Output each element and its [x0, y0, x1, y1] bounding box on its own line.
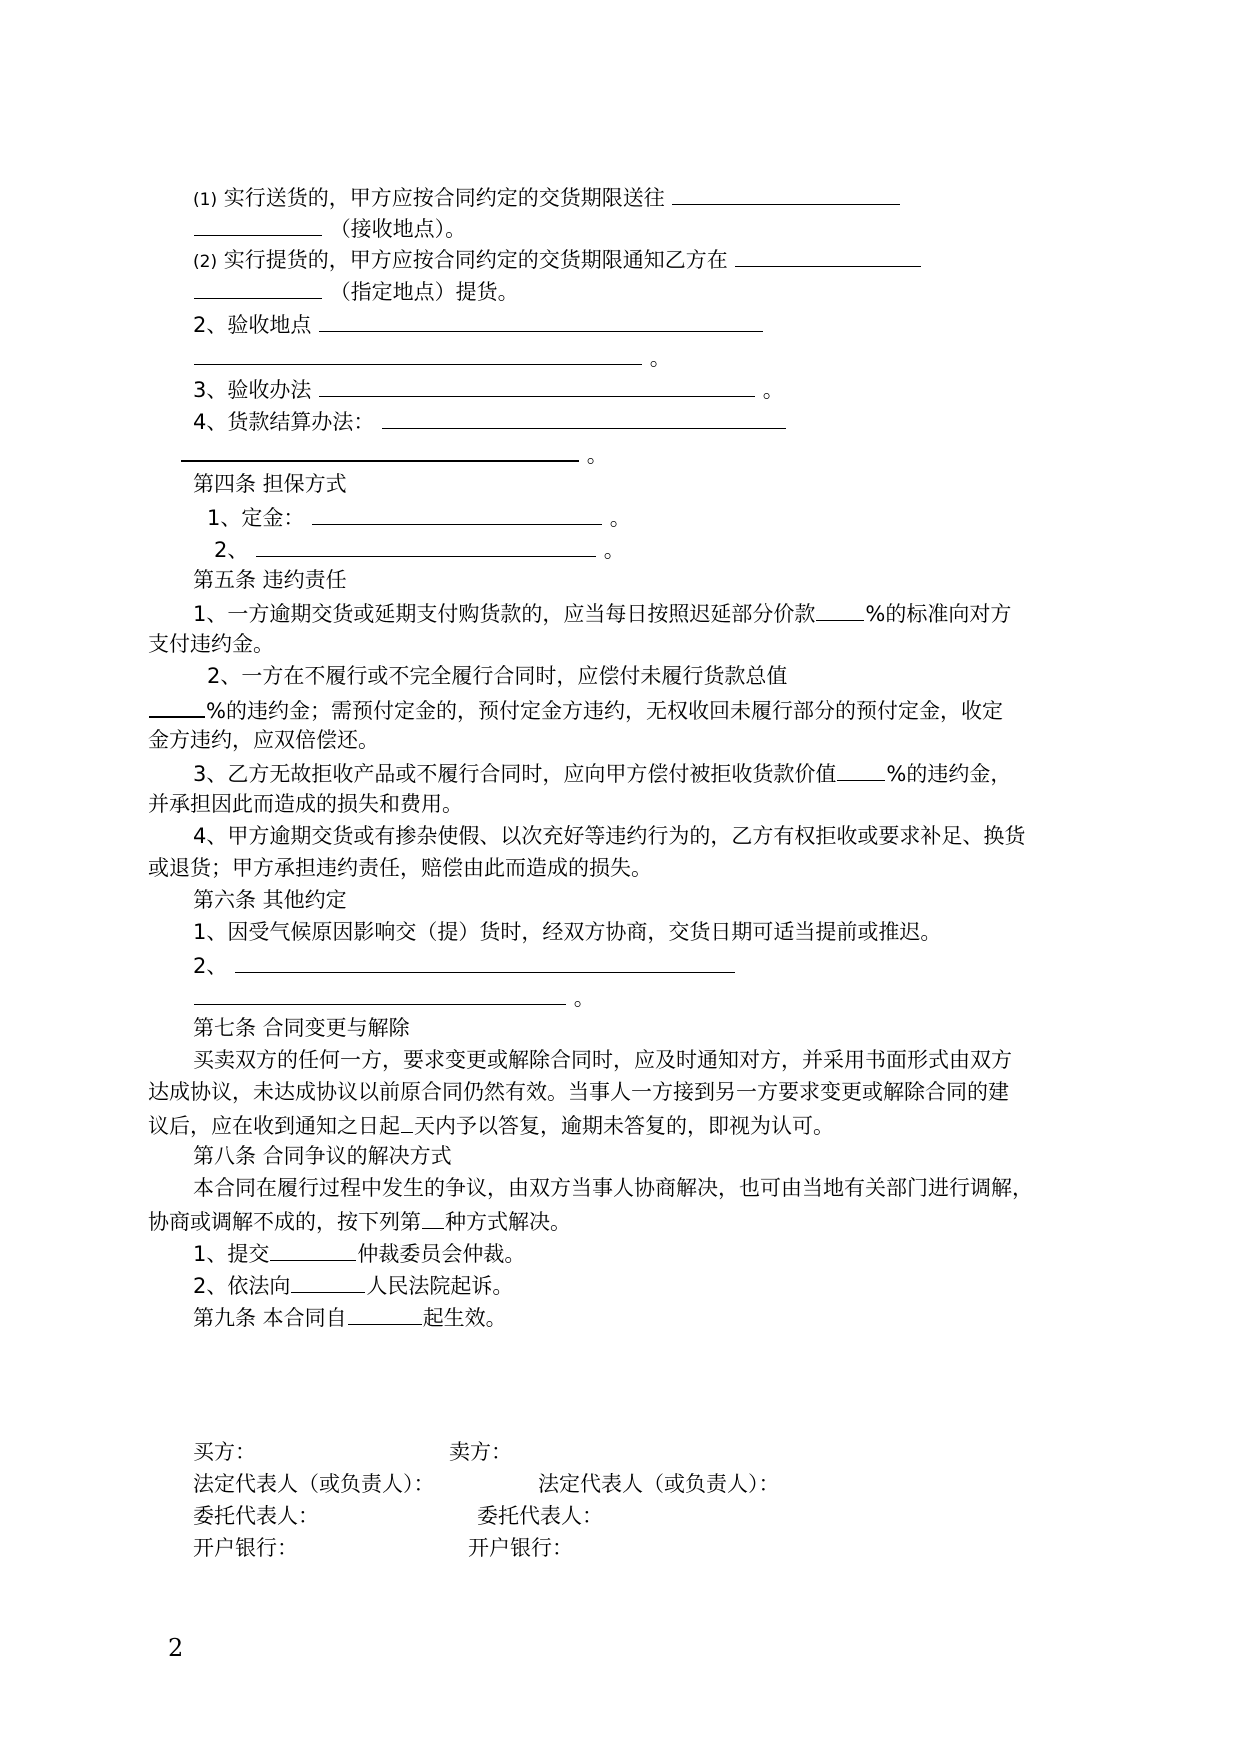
- court-item: [193, 1268, 513, 1302]
- blank-field[interactable]: [194, 274, 322, 299]
- breach-para-2-cont2: 金方违约，应双倍偿还。: [148, 728, 379, 752]
- breach-para-3-cont: 并承担因此而造成的损失和费用。: [148, 792, 463, 816]
- dispute-text: 种方式解决。: [445, 1210, 571, 1234]
- dispute-text: 人民法院起诉。: [366, 1274, 514, 1298]
- blank-field[interactable]: [348, 1300, 422, 1325]
- delivery-line-2: [193, 211, 466, 245]
- dispute-text: 仲裁委员会仲裁。: [357, 1242, 526, 1266]
- article-9: [193, 1300, 507, 1334]
- change-para-3: [148, 1108, 834, 1142]
- blank-field[interactable]: [149, 692, 205, 718]
- article-8-title: 第八条 合同争议的解决方式: [193, 1144, 452, 1168]
- dispute-text: 2、依法向: [193, 1274, 291, 1298]
- other-item-2-cont: [193, 980, 595, 1014]
- blank-field[interactable]: [672, 180, 900, 205]
- breach-text: 3、乙方无故拒收产品或不履行合同时，应向甲方偿付被拒收货款价值: [193, 762, 837, 786]
- seller-agent-label: 委托代表人：: [477, 1504, 603, 1528]
- guarantee-item-2: [214, 532, 625, 566]
- breach-text: %的违约金；需预付定金的，预付定金方违约，无权收回未履行部分的预付定金，收定: [206, 699, 1003, 723]
- item-number: (1): [193, 190, 218, 210]
- settlement-line-2: [180, 436, 608, 471]
- blank-field[interactable]: [256, 532, 596, 557]
- item-label: 2、: [193, 954, 228, 978]
- designated-place-text: （指定地点）提货。: [329, 280, 519, 304]
- item-number: (2): [193, 252, 218, 272]
- blank-field[interactable]: [194, 340, 642, 365]
- breach-text: %的标准向对方: [865, 602, 1012, 626]
- period: 。: [573, 986, 595, 1010]
- change-para-2: 达成协议，未达成协议以前原合同仍然有效。当事人一方接到另一方要求变更或解除合同的建: [148, 1080, 1009, 1104]
- inspection-method-line: [193, 372, 784, 406]
- other-item-2: [193, 948, 736, 982]
- change-text: 议后，应在收到通知之日起: [148, 1114, 400, 1138]
- page-number: 2: [168, 1634, 184, 1662]
- dispute-para-2: [148, 1204, 571, 1238]
- period: 。: [586, 443, 608, 467]
- blank-field[interactable]: [735, 242, 921, 267]
- breach-text: 1、一方逾期交货或延期支付购货款的，应当每日按照迟延部分价款: [193, 602, 816, 626]
- pickup-line-1: [193, 242, 922, 278]
- pickup-line-2: [193, 274, 519, 308]
- change-para-1: 买卖双方的任何一方，要求变更或解除合同时，应及时通知对方，并采用书面形式由双方: [193, 1048, 1012, 1072]
- inspection-place-line: [193, 307, 764, 341]
- item-label: 2、: [214, 538, 249, 562]
- deposit-line: [207, 500, 631, 534]
- seller-legal-rep-label: 法定代表人（或负责人）：: [538, 1472, 780, 1496]
- breach-para-2-cont: [148, 692, 1003, 727]
- breach-para-3: [193, 756, 1011, 790]
- seller-label: 卖方：: [449, 1440, 512, 1464]
- blank-field[interactable]: [312, 500, 602, 525]
- blank-field[interactable]: [422, 1204, 444, 1229]
- period: 。: [649, 346, 671, 370]
- dispute-para-1: 本合同在履行过程中发生的争议，由双方当事人协商解决，也可由当地有关部门进行调解，: [193, 1176, 1033, 1200]
- blank-field[interactable]: [319, 307, 763, 332]
- inspection-method-label: 3、验收办法: [193, 378, 312, 402]
- buyer-legal-rep-label: 法定代表人（或负责人）：: [193, 1472, 435, 1496]
- blank-field[interactable]: [291, 1268, 365, 1293]
- period: 。: [603, 538, 625, 562]
- inspection-place-label: 2、验收地点: [193, 313, 312, 337]
- deposit-label: 1、定金：: [207, 506, 305, 530]
- blank-field[interactable]: [816, 596, 864, 621]
- breach-para-4: 4、甲方逾期交货或有掺杂使假、以次充好等违约行为的，乙方有权拒收或要求补足、换货: [193, 824, 1026, 848]
- settlement-line: [193, 404, 787, 438]
- period: 。: [609, 506, 631, 530]
- breach-text: %的违约金，: [886, 762, 1012, 786]
- change-text: 天内予以答复，逾期未答复的，即视为认可。: [414, 1114, 834, 1138]
- settlement-label: 4、货款结算办法：: [193, 410, 375, 434]
- blank-field[interactable]: [382, 404, 786, 429]
- breach-para-2: 2、一方在不履行或不完全履行合同时，应偿付未履行货款总值: [207, 664, 788, 688]
- article-4-title: 第四条 担保方式: [193, 472, 347, 496]
- blank-field[interactable]: [194, 980, 566, 1005]
- article-5-title: 第五条 违约责任: [193, 568, 347, 592]
- effective-text: 起生效。: [422, 1306, 507, 1330]
- blank-field[interactable]: [837, 756, 885, 781]
- dispute-text: 1、提交: [193, 1242, 270, 1266]
- blank-field[interactable]: [319, 372, 755, 397]
- blank-field[interactable]: [181, 436, 579, 462]
- receiving-place-text: （接收地点）。: [329, 217, 467, 241]
- other-item-1: 1、因受气候原因影响交（提）货时，经双方协商，交货日期可适当提前或推迟。: [193, 920, 942, 944]
- pickup-text: 实行提货的，甲方应按合同约定的交货期限通知乙方在: [223, 248, 728, 272]
- effective-text: 第九条 本合同自: [193, 1306, 347, 1330]
- article-7-title: 第七条 合同变更与解除: [193, 1016, 410, 1040]
- blank-field[interactable]: [401, 1108, 413, 1133]
- buyer-agent-label: 委托代表人：: [193, 1504, 319, 1528]
- article-6-title: 第六条 其他约定: [193, 888, 347, 912]
- breach-para-4-cont: 或退货；甲方承担违约责任，赔偿由此而造成的损失。: [148, 856, 652, 880]
- breach-para-1-cont: 支付违约金。: [148, 632, 274, 656]
- buyer-label: 买方：: [193, 1440, 256, 1464]
- dispute-text: 协商或调解不成的，按下列第: [148, 1210, 421, 1234]
- buyer-bank-label: 开户银行：: [193, 1536, 298, 1560]
- arbitration-item: [193, 1236, 525, 1270]
- period: 。: [762, 378, 784, 402]
- blank-field[interactable]: [194, 211, 322, 236]
- delivery-text: 实行送货的，甲方应按合同约定的交货期限送往: [223, 186, 665, 210]
- blank-field[interactable]: [270, 1236, 356, 1261]
- seller-bank-label: 开户银行：: [468, 1536, 573, 1560]
- blank-field[interactable]: [235, 948, 735, 973]
- breach-para-1: [193, 596, 1011, 630]
- inspection-place-line-2: [193, 340, 671, 374]
